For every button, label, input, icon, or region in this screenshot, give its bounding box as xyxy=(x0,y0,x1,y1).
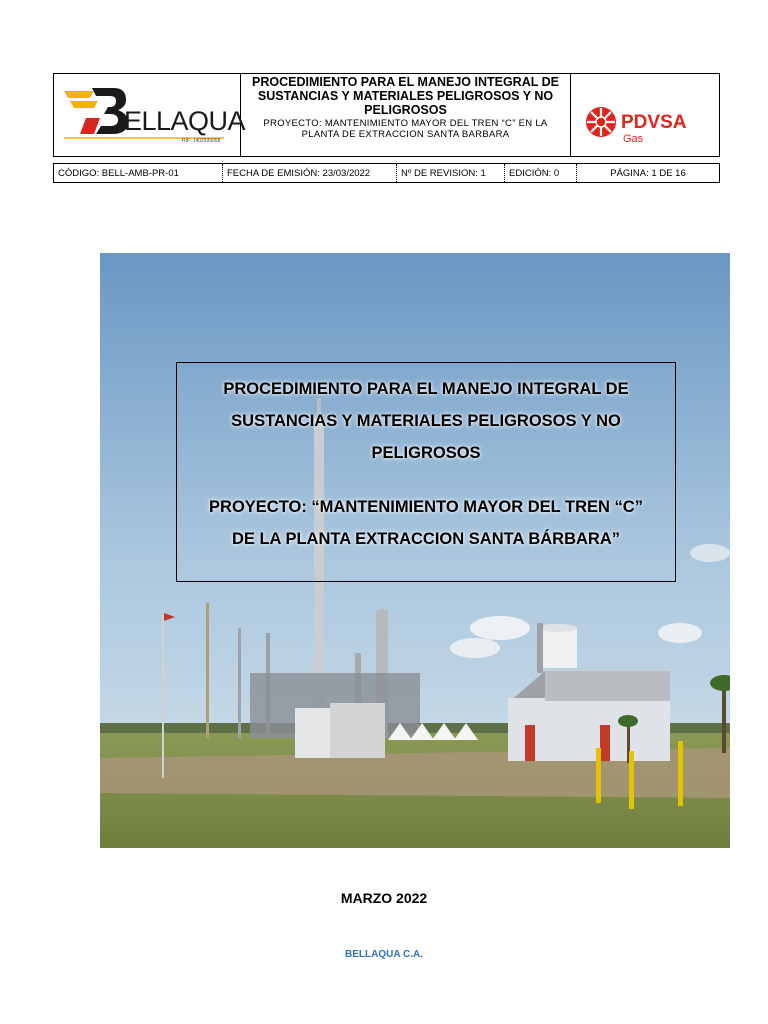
document-code: CÓDIGO: BELL-AMB-PR-01 xyxy=(54,164,223,182)
company-name: BELLAQUA C.A. xyxy=(345,949,423,960)
document-info-row xyxy=(53,163,720,183)
pdvsa-logo-icon xyxy=(583,104,623,144)
cover-date: MARZO 2022 xyxy=(340,890,428,906)
cover-title-line-3: PELIGROSOS xyxy=(371,444,481,462)
cover-project-line-1: PROYECTO: “MANTENIMIENTO MAYOR DEL TREN “C” xyxy=(209,498,643,516)
cover-title-line-1: PROCEDIMIENTO PARA EL MANEJO INTEGRAL DE xyxy=(223,380,629,398)
edition-number: EDICIÓN: 0 xyxy=(505,164,577,182)
cover-title-box xyxy=(176,362,676,582)
bellaqua-rif: RIF: J402599958 xyxy=(182,138,221,144)
cover-title-line-2: SUSTANCIAS Y MATERIALES PELIGROSOS Y NO xyxy=(231,412,621,430)
bellaqua-logo-text: ELLAQUA xyxy=(124,106,246,136)
page-number: PÁGINA: 1 DE 16 xyxy=(610,167,686,179)
revision-number: Nº DE REVISION: 1 xyxy=(397,164,505,182)
pdvsa-logo xyxy=(571,74,719,156)
pdvsa-gas-text: Gas xyxy=(623,133,644,145)
bellaqua-logo xyxy=(54,74,246,156)
cover-project-line-2: DE LA PLANTA EXTRACCION SANTA BÁRBARA” xyxy=(231,530,621,548)
pdvsa-text: PDVSA xyxy=(621,112,687,133)
emission-date: FECHA DE EMISIÓN: 23/03/2022 xyxy=(223,164,397,182)
header-project-line-2: PLANTA DE EXTRACCION SANTA BARBARA xyxy=(301,129,510,140)
header-title: PROCEDIMIENTO PARA EL MANEJO INTEGRAL DE SUSTANCIAS Y MATERIALES PELIGROSOS Y NO PELIGROSOS xyxy=(252,75,559,117)
document-header xyxy=(53,73,720,157)
header-project-line-1: PROYECTO: MANTENIMIENTO MAYOR DEL TREN “C” EN LA xyxy=(263,118,548,129)
header-title-cell xyxy=(241,74,571,156)
